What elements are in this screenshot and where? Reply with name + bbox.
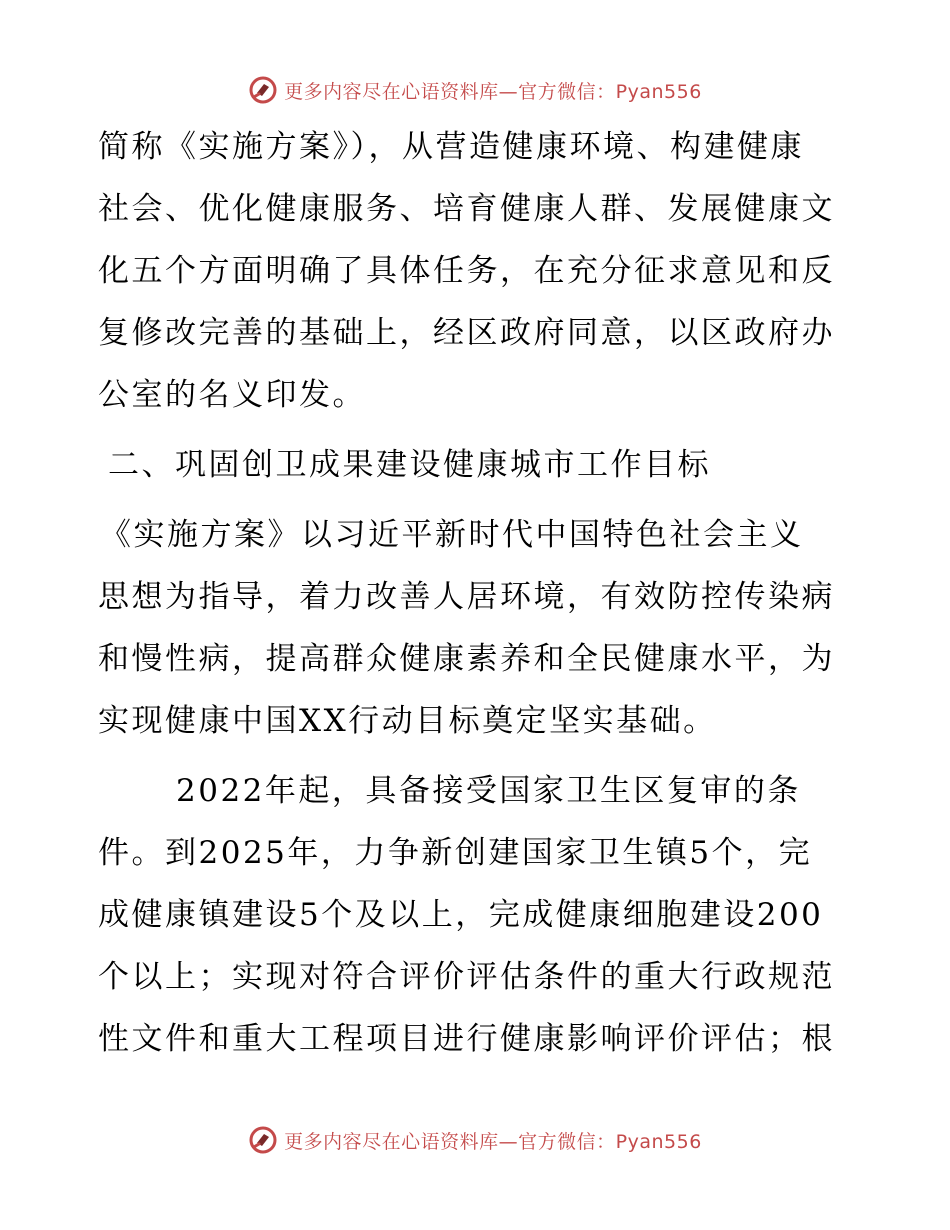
text-line: 个以上；实现对符合评价评估条件的重大行政规范 xyxy=(98,959,835,995)
brand-logo-icon xyxy=(248,1125,278,1155)
text-line: 化五个方面明确了具体任务，在充分征求意见和反 xyxy=(98,253,835,289)
document-body xyxy=(98,116,858,1070)
text-line: 社会、优化健康服务、培育健康人群、发展健康文 xyxy=(98,191,835,227)
text-line: 2022年起，具备接受国家卫生区复审的条 xyxy=(176,773,801,809)
text-line: 《实施方案》以习近平新时代中国特色社会主义 xyxy=(100,517,804,553)
text-line: 简称《实施方案》），从营造健康环境、构建健康 xyxy=(98,129,804,165)
text-line: 实现健康中国XX行动目标奠定坚实基础。 xyxy=(98,703,717,739)
brand-logo-icon xyxy=(248,75,278,105)
text-line: 和慢性病，提高群众健康素养和全民健康水平，为 xyxy=(98,641,835,677)
text-line: 件。到2025年，力争新创建国家卫生镇5个，完 xyxy=(98,835,813,871)
paragraph-3 xyxy=(98,760,858,1070)
text-line: 性文件和重大工程项目进行健康影响评价评估；根 xyxy=(98,1021,835,1057)
section-heading xyxy=(98,434,858,496)
paragraph-1 xyxy=(98,116,858,426)
text-line: 公室的名义印发。 xyxy=(98,377,366,413)
footer-banner-text: 更多内容尽在心语资料库—官方微信：Pyan556 xyxy=(284,1130,702,1153)
text-line: 成健康镇建设5个及以上，完成健康细胞建设200 xyxy=(98,897,824,933)
paragraph-2 xyxy=(98,504,858,752)
text-line: 思想为指导，着力改善人居环境，有效防控传染病 xyxy=(98,579,835,615)
footer-banner xyxy=(0,1120,950,1160)
text-line: 复修改完善的基础上，经区政府同意，以区政府办 xyxy=(98,315,835,351)
header-banner-text: 更多内容尽在心语资料库—官方微信：Pyan556 xyxy=(284,80,702,103)
heading-text: 二、巩固创卫成果建设健康城市工作目标 xyxy=(108,447,711,483)
header-banner xyxy=(0,70,950,110)
